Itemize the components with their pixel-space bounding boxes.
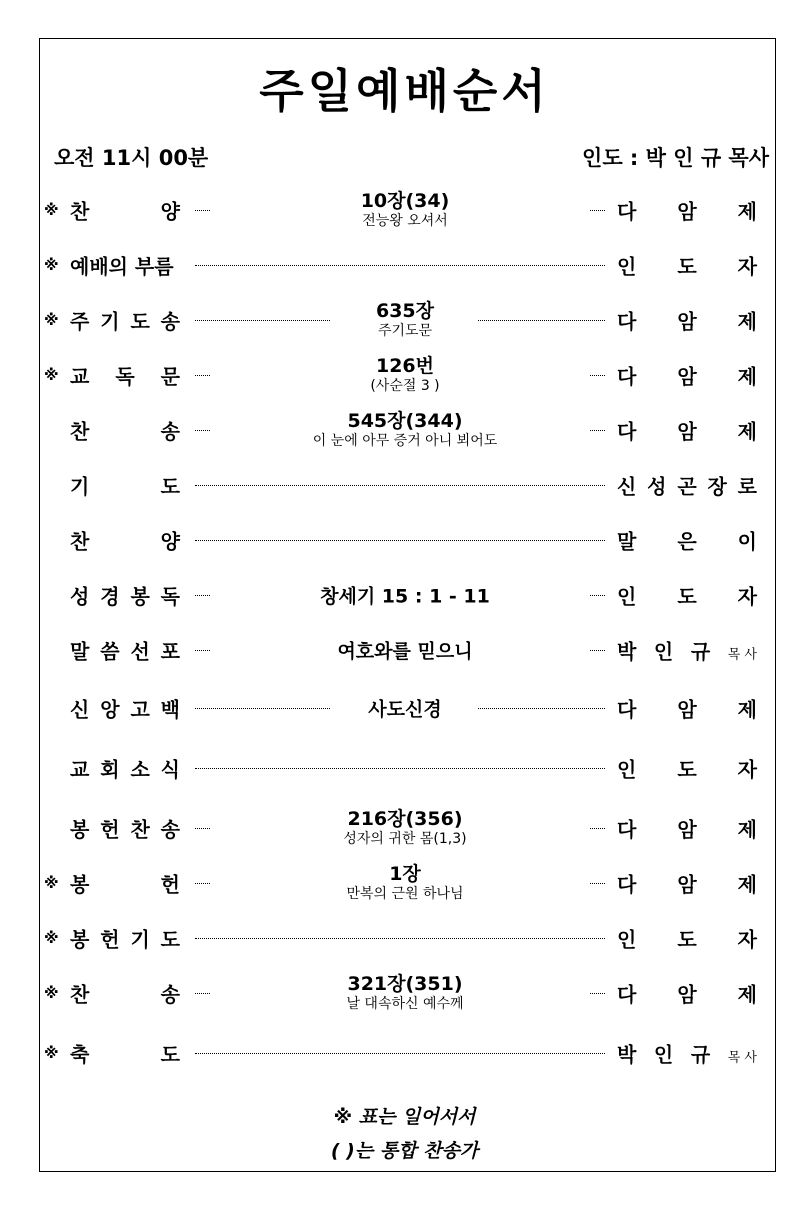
- item-person-char: 규: [690, 1042, 711, 1067]
- item-person: [617, 869, 757, 898]
- item-person-char: 인: [617, 254, 637, 279]
- item-person-char: 도: [677, 757, 697, 782]
- item-subtitle: 날 대속하신 예수께: [346, 996, 464, 1012]
- dot-leader: [590, 993, 605, 994]
- item-person-char: 박: [617, 639, 637, 664]
- dot-leader: [590, 210, 605, 211]
- item-name: [70, 636, 180, 665]
- item-person: [617, 636, 757, 665]
- item-name-char: 주: [70, 309, 90, 334]
- item-content: [260, 808, 550, 848]
- order-item: [0, 625, 809, 675]
- item-person-char: 자: [737, 757, 757, 782]
- item-person-char: 암: [677, 419, 697, 444]
- item-name-char: 찬: [130, 817, 150, 842]
- item-name-char: 찬: [70, 982, 90, 1007]
- item-name-char: 찬: [70, 529, 90, 554]
- standing-mark: ※: [44, 1044, 59, 1062]
- item-content: [260, 355, 550, 395]
- item-name-char: 송: [160, 817, 180, 842]
- item-person-char: 목 사: [727, 1050, 757, 1066]
- item-person-char: 인: [617, 584, 637, 609]
- item-subtitle: 만복의 근원 하나님: [346, 886, 464, 902]
- item-name-char: 봉: [130, 584, 150, 609]
- standing-mark: ※: [44, 874, 59, 892]
- item-name-char: 독: [160, 584, 180, 609]
- order-item: [0, 683, 809, 733]
- item-main: 사도신경: [368, 698, 442, 721]
- item-person-char: 도: [677, 927, 697, 952]
- item-person-char: 제: [737, 199, 757, 224]
- dot-leader: [195, 210, 210, 211]
- item-person: [617, 581, 757, 610]
- dot-leader: [195, 938, 605, 939]
- item-person-char: 다: [617, 817, 637, 842]
- item-name-char: 헌: [160, 872, 180, 897]
- item-person-char: 제: [737, 982, 757, 1007]
- item-name-char: 말: [70, 639, 90, 664]
- item-name: [70, 814, 180, 843]
- item-person-char: 인: [617, 927, 637, 952]
- item-person-char: 도: [677, 584, 697, 609]
- item-subtitle: 성자의 귀한 몸(1,3): [343, 831, 467, 847]
- item-content: [260, 863, 550, 903]
- standing-mark: ※: [44, 984, 59, 1002]
- dot-leader: [590, 430, 605, 431]
- order-item: [0, 515, 809, 565]
- item-name-char: 회: [100, 757, 120, 782]
- dot-leader: [195, 485, 605, 486]
- item-main: 1장: [389, 863, 421, 885]
- item-name-char: 봉: [70, 872, 90, 897]
- item-name-char: 고: [130, 697, 150, 722]
- item-name-char: 독: [115, 364, 135, 389]
- item-person: [617, 526, 757, 555]
- item-main: 635장: [375, 300, 434, 322]
- item-name-char: 송: [160, 419, 180, 444]
- item-person-char: 암: [677, 982, 697, 1007]
- item-person-char: 다: [617, 309, 637, 334]
- item-content: [260, 973, 550, 1013]
- item-person-char: 제: [737, 817, 757, 842]
- item-person-char: 다: [617, 697, 637, 722]
- item-person: [617, 924, 757, 953]
- item-person: [617, 754, 757, 783]
- item-name: [70, 361, 180, 390]
- item-person: [617, 416, 757, 445]
- item-person-char: 장: [707, 474, 727, 499]
- item-name: [70, 251, 180, 280]
- item-person-char: 인: [617, 757, 637, 782]
- item-main: 545장(344): [347, 410, 463, 432]
- item-name-char: 헌: [100, 927, 120, 952]
- item-person-char: 제: [737, 872, 757, 897]
- item-name: [70, 869, 180, 898]
- service-time: 오전 11시 00분: [54, 146, 209, 170]
- order-item: [0, 405, 809, 455]
- item-person-char: 자: [737, 584, 757, 609]
- standing-mark: ※: [44, 311, 59, 329]
- order-item: [0, 570, 809, 620]
- item-person-char: 은: [677, 529, 697, 554]
- dot-leader: [195, 265, 605, 266]
- order-item: [0, 460, 809, 510]
- item-name-char: 봉: [70, 817, 90, 842]
- item-name: [70, 581, 180, 610]
- item-name: [70, 754, 180, 783]
- item-person: [617, 251, 757, 280]
- item-person: [617, 979, 757, 1008]
- item-main: 여호와를 믿으니: [337, 640, 473, 663]
- dot-leader: [590, 883, 605, 884]
- item-name-char: 선: [130, 639, 150, 664]
- item-name-char: 소: [130, 757, 150, 782]
- order-item: [0, 295, 809, 345]
- item-name-char: 기: [70, 474, 90, 499]
- item-name: [70, 416, 180, 445]
- item-person-char: 인: [653, 1042, 674, 1067]
- item-name-char: 씀: [100, 639, 120, 664]
- item-person-char: 다: [617, 364, 637, 389]
- item-subtitle: (사순절 3 ): [370, 378, 440, 394]
- item-person-char: 다: [617, 419, 637, 444]
- item-person-char: 제: [737, 309, 757, 334]
- item-person-char: 암: [677, 309, 697, 334]
- item-name-char: 교: [70, 364, 90, 389]
- item-name: [70, 526, 180, 555]
- order-item: [0, 968, 809, 1018]
- item-name-char: 송: [160, 982, 180, 1007]
- item-person: [617, 694, 757, 723]
- item-content: [260, 300, 550, 340]
- dot-leader: [590, 375, 605, 376]
- order-item: [0, 858, 809, 908]
- item-person: [617, 814, 757, 843]
- item-person: [617, 361, 757, 390]
- standing-mark: ※: [44, 366, 59, 384]
- dot-leader: [195, 430, 210, 431]
- item-name: [70, 694, 180, 723]
- dot-leader: [195, 595, 210, 596]
- item-main: 창세기 15 : 1 - 11: [320, 585, 490, 608]
- order-item: [0, 913, 809, 963]
- item-person-char: 이: [737, 529, 757, 554]
- item-name-char: 예배의 부름: [70, 254, 174, 279]
- item-person-char: 다: [617, 872, 637, 897]
- item-name-char: 문: [160, 364, 180, 389]
- item-name-char: 백: [160, 697, 180, 722]
- item-name-char: 경: [100, 584, 120, 609]
- item-main: 321장(351): [347, 973, 463, 995]
- item-name-char: 봉: [70, 927, 90, 952]
- item-person-char: 암: [677, 364, 697, 389]
- item-person-char: 제: [737, 364, 757, 389]
- item-name-char: 헌: [100, 817, 120, 842]
- dot-leader: [590, 650, 605, 651]
- item-name-char: 양: [160, 199, 180, 224]
- item-name-char: 찬: [70, 419, 90, 444]
- service-leader: 인도 : 박 인 규 목사: [582, 146, 769, 170]
- item-name-char: 앙: [100, 697, 120, 722]
- item-content: [260, 190, 550, 230]
- item-name-char: 교: [70, 757, 90, 782]
- page-title: 주일예배순서: [259, 64, 550, 118]
- dot-leader: [590, 595, 605, 596]
- item-name-char: 양: [160, 529, 180, 554]
- dot-leader: [195, 993, 210, 994]
- item-name-char: 기: [100, 309, 120, 334]
- item-name: [70, 306, 180, 335]
- item-name-char: 도: [160, 1042, 180, 1067]
- item-person: [617, 1039, 757, 1068]
- order-item: [0, 185, 809, 235]
- item-name: [70, 196, 180, 225]
- item-person-char: 자: [737, 927, 757, 952]
- footer-note-hymnal: ( )는 통합 찬송가: [330, 1140, 479, 1162]
- item-content: [260, 582, 550, 609]
- standing-mark: ※: [44, 929, 59, 947]
- item-name: [70, 979, 180, 1008]
- item-name: [70, 471, 180, 500]
- item-person-char: 도: [677, 254, 697, 279]
- item-subtitle: 전능왕 오셔서: [362, 213, 448, 229]
- footer-note-standing: ※ 표는 일어서서: [333, 1106, 476, 1128]
- item-name-char: 축: [70, 1042, 90, 1067]
- item-person-char: 다: [617, 199, 637, 224]
- item-main: 10장(34): [360, 190, 450, 212]
- item-name: [70, 1039, 180, 1068]
- item-person: [617, 196, 757, 225]
- item-person-char: 인: [653, 639, 674, 664]
- item-person-char: 말: [617, 529, 637, 554]
- item-person: [617, 471, 757, 500]
- item-person-char: 제: [737, 419, 757, 444]
- item-person-char: 성: [647, 474, 667, 499]
- item-subtitle: 주기도문: [377, 323, 433, 339]
- order-item: [0, 1028, 809, 1078]
- order-item: [0, 350, 809, 400]
- item-name-char: 신: [70, 697, 90, 722]
- item-name-char: 기: [130, 927, 150, 952]
- item-name-char: 성: [70, 584, 90, 609]
- item-name: [70, 924, 180, 953]
- item-person-char: 암: [677, 872, 697, 897]
- item-content: [260, 637, 550, 664]
- item-content: [260, 410, 550, 450]
- item-person-char: 제: [737, 697, 757, 722]
- item-person-char: 곤: [677, 474, 697, 499]
- item-main: 126번: [375, 355, 434, 377]
- item-person-char: 암: [677, 199, 697, 224]
- dot-leader: [195, 540, 605, 541]
- standing-mark: ※: [44, 256, 59, 274]
- item-main: 216장(356): [347, 808, 463, 830]
- dot-leader: [195, 768, 605, 769]
- item-person-char: 암: [677, 697, 697, 722]
- item-subtitle: 이 눈에 아무 증거 아니 뵈어도: [312, 433, 498, 449]
- item-person-char: 로: [737, 474, 757, 499]
- item-name-char: 도: [160, 927, 180, 952]
- item-person-char: 다: [617, 982, 637, 1007]
- item-name-char: 도: [160, 474, 180, 499]
- dot-leader: [195, 828, 210, 829]
- item-person-char: 규: [690, 639, 711, 664]
- item-name-char: 찬: [70, 199, 90, 224]
- dot-leader: [195, 1053, 605, 1054]
- item-person: [617, 306, 757, 335]
- dot-leader: [195, 650, 210, 651]
- order-item: [0, 803, 809, 853]
- item-person-char: 자: [737, 254, 757, 279]
- item-name-char: 도: [130, 309, 150, 334]
- item-content: [260, 695, 550, 722]
- standing-mark: ※: [44, 201, 59, 219]
- item-name-char: 포: [160, 639, 180, 664]
- dot-leader: [195, 375, 210, 376]
- item-person-char: 신: [617, 474, 637, 499]
- item-name-char: 송: [160, 309, 180, 334]
- item-person-char: 목 사: [727, 647, 757, 663]
- item-name-char: 식: [160, 757, 180, 782]
- dot-leader: [195, 883, 210, 884]
- dot-leader: [590, 828, 605, 829]
- item-person-char: 암: [677, 817, 697, 842]
- item-person-char: 박: [617, 1042, 637, 1067]
- order-item: [0, 240, 809, 290]
- order-item: [0, 743, 809, 793]
